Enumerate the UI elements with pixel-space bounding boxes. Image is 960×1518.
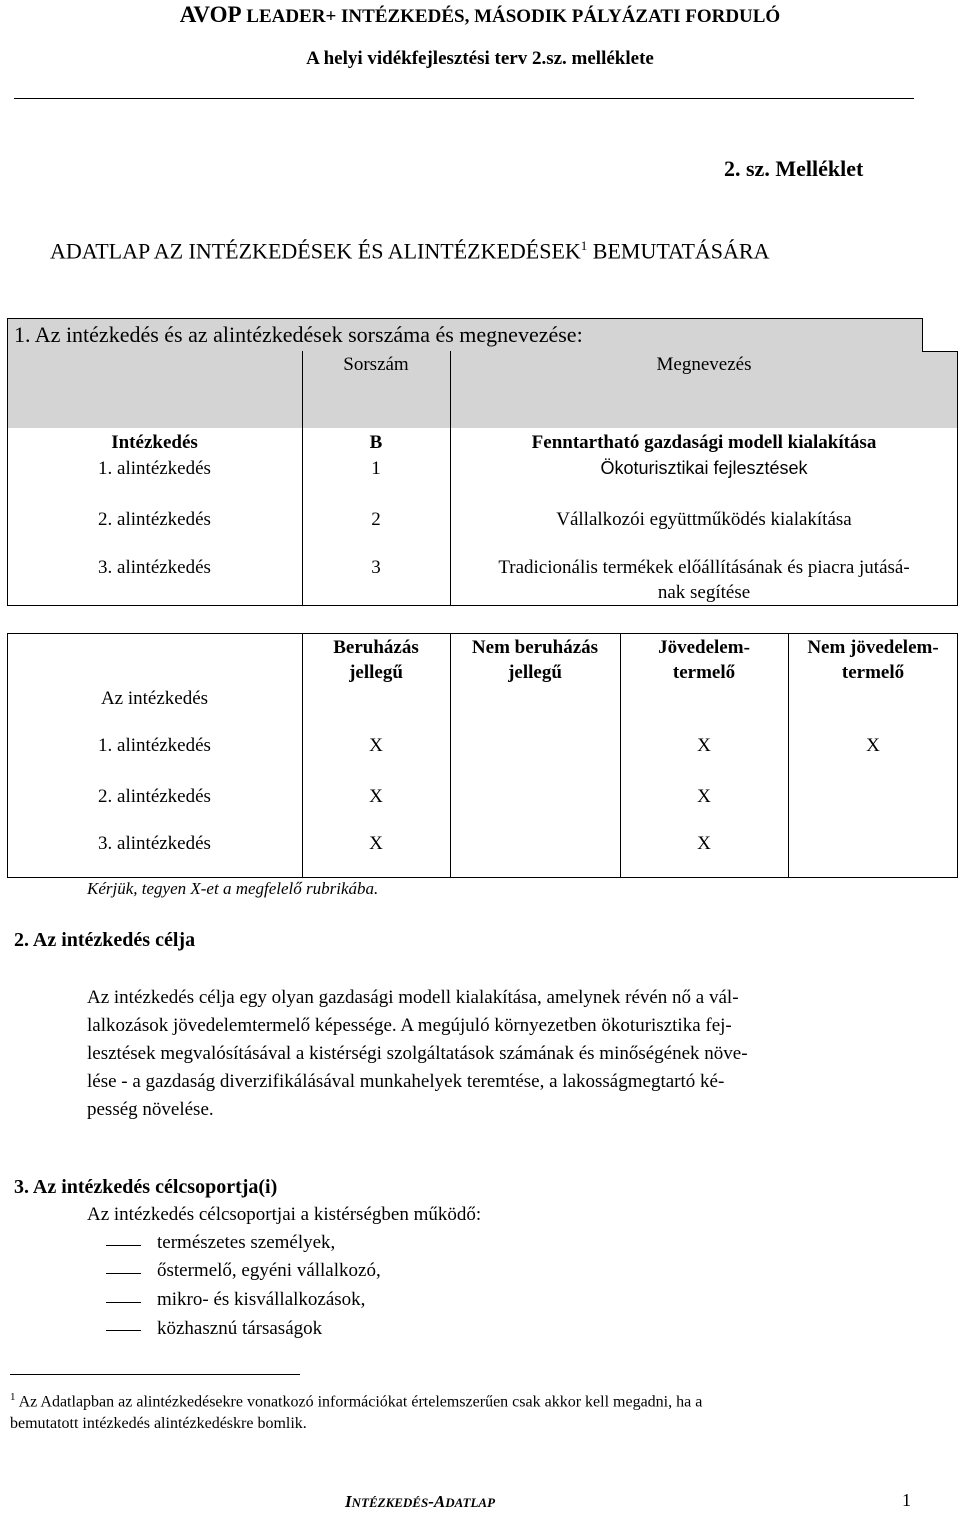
list-item: mikro- és kisvállalkozások,: [157, 1289, 366, 1310]
document-subtitle: A helyi vidékfejlesztési terv 2.sz. melléklete: [306, 48, 654, 69]
row-name: Fenntartható gazdasági modell kialakítása: [531, 432, 877, 453]
table2-border-top: [7, 633, 958, 634]
annex-label: 2. sz. Melléklet: [724, 156, 864, 181]
footer-label-part: -A: [428, 1492, 446, 1511]
column-header-non-income: Nem jövedelem-: [807, 637, 939, 658]
row-label: 2. alintézkedés: [98, 509, 211, 530]
main-title-end: BEMUTATÁSÁRA: [587, 238, 770, 264]
row-label: Intézkedés: [111, 432, 198, 453]
dash-bullet-icon: [106, 1302, 141, 1303]
section3-heading: 3. Az intézkedés célcsoportja(i): [14, 1176, 278, 1198]
column-header-investment-line2: jellegű: [349, 662, 403, 683]
dash-bullet-icon: [106, 1273, 141, 1274]
column-header-non-investment-line2: jellegű: [508, 662, 562, 683]
list-item: közhasznú társaságok: [157, 1318, 323, 1339]
row-label: 1. alintézkedés: [98, 458, 211, 479]
column-header-income-line2: termelő: [672, 662, 736, 683]
row-name-line1: Tradicionális termékek előállításának és piacra jutásá-: [498, 557, 910, 578]
column-header-non-income-line2: termelő: [841, 662, 905, 683]
list-item: természetes személyek,: [157, 1232, 336, 1253]
footer-label-part: I: [345, 1492, 352, 1511]
checkbox-cell: X: [866, 735, 880, 756]
section3-intro: Az intézkedés célcsoportjai a kistérségben működő:: [87, 1204, 482, 1225]
row-name: Ökoturisztikai fejlesztések: [600, 458, 808, 478]
footnote-line2: bemutatott intézkedés alintézkedéskre bomlik.: [10, 1415, 307, 1433]
row-label: 3. alintézkedés: [98, 557, 211, 578]
body-line: Az intézkedés célja egy olyan gazdasági modell kialakítása, amelynek révén nő a vál-: [87, 987, 739, 1008]
column-header-number: Sorszám: [343, 354, 409, 375]
checkbox-cell: X: [697, 786, 711, 807]
table-row-label: 2. alintézkedés: [98, 786, 211, 807]
body-line: pesség növelése.: [87, 1099, 214, 1120]
main-title: [50, 238, 770, 264]
footnote-rule: [10, 1374, 300, 1375]
row-number: 1: [371, 458, 381, 479]
table-row-label: 3. alintézkedés: [98, 833, 211, 854]
footnote: [10, 1386, 940, 1435]
body-line: lése - a gazdaság diverzifikálásával munkahelyek teremtése, a lakosságmegtartó ké-: [87, 1071, 725, 1092]
dash-bullet-icon: [106, 1245, 141, 1246]
row-number: B: [369, 432, 383, 453]
table1-border-top: [7, 318, 923, 319]
footer-label: [345, 1492, 495, 1512]
checkbox-cell: X: [369, 735, 383, 756]
row-number: 3: [371, 557, 381, 578]
footer-label-part: NTÉZKEDÉS: [351, 1495, 429, 1510]
row-number: 2: [371, 509, 381, 530]
dash-bullet-icon: [106, 1330, 141, 1331]
footnote-text: Az Adatlapban az alintézkedésekre vonatkozó információkat értelemszerűen csak akkor kell megadni, ha a: [15, 1393, 703, 1411]
footnote-line1: [10, 1386, 940, 1413]
column-header-name: Megnevezés: [656, 354, 752, 375]
body-line: lesztések megvalósításával a kistérségi szolgáltatások számának és minőségének növe-: [87, 1043, 748, 1064]
checkbox-cell: X: [697, 735, 711, 756]
footer-label-part: DATLAP: [445, 1495, 496, 1510]
table1-border-top-right: [922, 318, 923, 351]
section2-heading: 2. Az intézkedés célja: [14, 929, 196, 951]
checkbox-cell: X: [369, 786, 383, 807]
table-row-label: 1. alintézkedés: [98, 735, 211, 756]
page-number: 1: [902, 1490, 911, 1510]
body-line: lalkozások jövedelemtermelő képessége. A megújuló környezetben ökoturisztika fej-: [87, 1015, 732, 1036]
table-note: Kérjük, tegyen X-et a megfelelő rubrikába.: [87, 879, 379, 898]
checkbox-cell: X: [697, 833, 711, 854]
column-header-non-investment: Nem beruházás: [471, 637, 599, 658]
table1-border-bottom: [7, 605, 958, 606]
header-title-prefix: AVOP: [179, 2, 242, 27]
row-name: Vállalkozói együttműködés kialakítása: [556, 509, 852, 530]
list-item: őstermelő, egyéni vállalkozó,: [157, 1260, 381, 1281]
header-title-rest: LEADER+ INTÉZKEDÉS, MÁSODIK PÁLYÁZATI FORDULÓ: [241, 6, 781, 27]
footnote-mark: 1: [10, 1391, 16, 1403]
main-title-text: ADATLAP AZ INTÉZKEDÉSEK ÉS ALINTÉZKEDÉSEK: [50, 238, 581, 264]
checkbox-cell: X: [369, 833, 383, 854]
footnote-ref: 1: [580, 238, 588, 253]
section2-body: [87, 984, 917, 1124]
column-header-investment: Beruházás: [333, 637, 419, 658]
row-header: Az intézkedés: [100, 688, 209, 709]
row-name-line2: nak segítése: [657, 582, 751, 603]
section1-heading: 1. Az intézkedés és az alintézkedések sorszáma és megnevezése:: [14, 322, 583, 347]
document-header-title: [0, 2, 960, 28]
table2-border-bottom: [7, 877, 958, 878]
header-rule: [14, 98, 914, 99]
column-header-income: Jövedelem-: [658, 637, 750, 658]
